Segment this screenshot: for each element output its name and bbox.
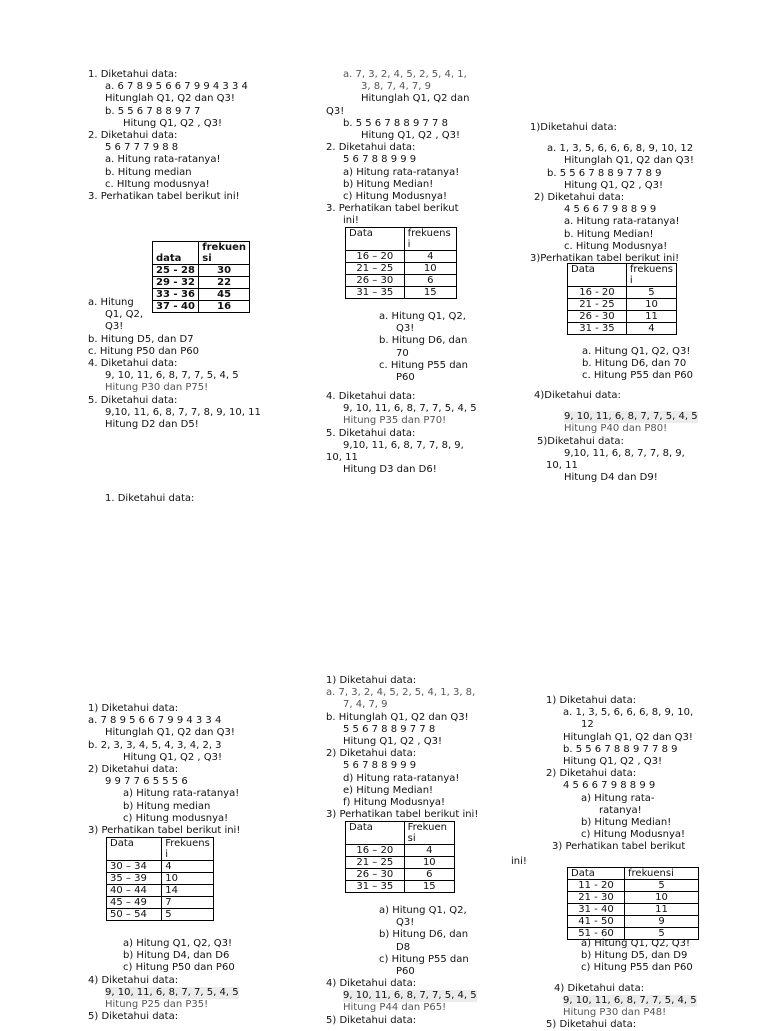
question-1-heading: 1. Diketahui data: xyxy=(105,493,195,504)
worksheet-5-continued xyxy=(326,978,516,1027)
table-cell: 26 - 30 xyxy=(568,311,627,323)
list-item: b) Hitung Median! xyxy=(343,178,434,190)
list-item: c. Hitung P55 dan P60 xyxy=(582,370,693,382)
instruction: Hitung D4 dan D9! xyxy=(564,472,658,484)
list-item: e) Hitung Median! xyxy=(343,784,434,796)
list-item: P60 xyxy=(396,372,415,384)
list-item: b) Hitung D5, dan D9 xyxy=(581,950,688,962)
data-line: 7, 4, 7, 9 xyxy=(343,699,388,711)
question-4-heading: 4) Diketahui data: xyxy=(326,978,417,989)
question-5-heading: 5) Diketahui data: xyxy=(326,1014,417,1026)
list-item: a. Hitung rata-ratanya! xyxy=(564,216,680,228)
table-row xyxy=(107,885,214,897)
instruction: Hitung D2 dan D5! xyxy=(105,419,199,431)
list-item: b) Hitung median xyxy=(123,800,211,812)
table-cell: 10 xyxy=(404,263,456,275)
table-cell: 26 – 30 xyxy=(346,869,405,881)
table-cell: 21 - 30 xyxy=(568,892,625,904)
table-cell: 14 xyxy=(162,885,214,897)
question-4-heading: 4. Diketahui data: xyxy=(326,391,416,402)
list-item: a) Hitung Q1, Q2, Q3! xyxy=(123,938,233,949)
data-line: b. 5 5 6 7 8 8 9 7 7 8 9 xyxy=(547,167,662,179)
list-item: b) Hitung Median! xyxy=(581,817,672,829)
list-item: P60 xyxy=(396,966,415,978)
table-cell: 10 xyxy=(626,299,676,311)
list-item: 70 xyxy=(396,347,409,359)
instruction: Hitung D3 dan D6! xyxy=(343,464,437,476)
table-cell: 31 - 40 xyxy=(568,904,625,916)
table-cell: 15 xyxy=(404,881,454,893)
table-row xyxy=(107,909,214,921)
table-header-row xyxy=(568,264,677,287)
table-header-row xyxy=(153,242,250,265)
list-item: a) Hitung rata- xyxy=(581,792,655,804)
table-header-cell: data xyxy=(153,242,199,265)
data-line: 9, 10, 11, 6, 8, 7, 7, 5, 4, 5 xyxy=(343,990,477,1002)
table-cell: 35 – 39 xyxy=(107,873,162,885)
table-cell: 16 – 20 xyxy=(346,845,405,857)
table-cell: 9 xyxy=(625,916,699,928)
list-item: D8 xyxy=(396,941,411,953)
instruction: Hitung P30 dan P48! xyxy=(563,1007,667,1019)
instruction: Hitung P40 dan P80! xyxy=(564,423,668,435)
table-header-cell: frekuens i xyxy=(404,228,456,251)
table-header-cell: frekuensi xyxy=(625,868,699,880)
table-cell: 16 – 20 xyxy=(346,251,405,263)
list-item: b. Hitung median xyxy=(105,166,192,178)
worksheet-1 xyxy=(88,69,288,203)
question-2-heading: 2. Diketahui data: xyxy=(88,130,178,142)
question-1-heading: 1)Diketahui data: xyxy=(530,122,617,133)
table-cell: 45 – 49 xyxy=(107,897,162,909)
data-line: 10, 11 xyxy=(546,460,578,472)
question-3-heading-cont: ini! xyxy=(343,215,359,227)
instruction: Hitunglah Q1, Q2 dan Q3! xyxy=(105,93,235,105)
question-1-heading: 1) Diketahui data: xyxy=(546,695,637,706)
table-cell: 21 – 25 xyxy=(346,857,405,869)
table-row xyxy=(153,277,250,289)
table-cell: 26 – 30 xyxy=(346,275,405,287)
list-item: c) Hitung P55 dan xyxy=(379,953,469,965)
table-header-cell: frekuens i xyxy=(626,264,676,287)
table-cell: 37 - 40 xyxy=(153,301,199,313)
instruction: Q3! xyxy=(326,105,345,117)
worksheet-4 xyxy=(88,703,308,837)
table-cell: 33 - 36 xyxy=(153,289,199,301)
question-4-heading: 4. Diketahui data: xyxy=(88,358,178,370)
question-3-heading: 3) Perhatikan tabel berikut xyxy=(552,841,686,853)
table-cell: 30 – 34 xyxy=(107,861,162,873)
table-cell: 22 xyxy=(199,277,250,289)
table-cell: 45 xyxy=(199,289,250,301)
list-item: c. Hitung P50 dan P60 xyxy=(88,345,199,357)
list-item: a. Hitung Q1, Q2, Q3! xyxy=(582,346,691,357)
frequency-table xyxy=(106,837,214,921)
frequency-table xyxy=(567,867,699,940)
instruction: Hitung P35 dan P70! xyxy=(343,415,447,427)
list-item: b. Hitung D6, dan 70 xyxy=(582,358,687,370)
question-4-heading: 4) Diketahui data: xyxy=(554,982,645,994)
list-item: f) Hitung Modusnya! xyxy=(343,797,446,809)
data-line: a. 7, 3, 2, 4, 5, 2, 5, 4, 1, 3, 8, xyxy=(326,687,476,699)
question-4-heading: 4) Diketahui data: xyxy=(88,974,179,986)
data-line: 5 6 7 8 8 9 9 9 xyxy=(343,760,417,772)
data-line: 9,10, 11, 6, 8, 7, 7, 8, 9, xyxy=(564,447,685,459)
list-item: c) Hitung Modusnya! xyxy=(343,191,448,203)
question-5-heading: 5)Diketahui data: xyxy=(537,435,624,447)
worksheet-2-continued xyxy=(326,391,506,476)
table-cell: 5 xyxy=(625,928,699,940)
list-item: c. HItung modusnya! xyxy=(105,178,210,190)
table-row xyxy=(346,845,455,857)
table-row xyxy=(153,265,250,277)
table-cell: 15 xyxy=(404,287,456,299)
list-item: c) Hitung P50 dan P60 xyxy=(123,962,235,974)
table-cell: 10 xyxy=(404,857,454,869)
instruction: Hitung Q1, Q2 , Q3! xyxy=(564,179,664,191)
data-line: b. 5 5 6 7 8 8 9 7 7 8 xyxy=(343,117,448,129)
question-3-heading: 3) Perhatikan tabel berikut ini! xyxy=(326,809,479,821)
question-5-heading: 5) Diketahui data: xyxy=(88,1011,179,1023)
list-item: ratanya! xyxy=(599,804,642,816)
question-1-heading: 1) Diketahui data: xyxy=(326,675,417,686)
table-header-cell: Data xyxy=(107,838,162,861)
question-3-heading: 3) Perhatikan tabel berikut ini! xyxy=(88,825,241,837)
question-3-heading: 3)Perhatikan tabel berikut ini! xyxy=(530,253,680,265)
data-line: a. 6 7 8 9 5 6 6 7 9 9 4 3 3 4 xyxy=(105,81,248,93)
data-line: 4 5 6 6 7 9 8 8 9 9 xyxy=(563,780,656,792)
table-cell: 11 xyxy=(625,904,699,916)
table-cell: 31 – 35 xyxy=(346,881,405,893)
data-line: 9,10, 11, 6, 8, 7, 7, 8, 9, 10, 11 xyxy=(105,406,261,418)
data-line: 10, 11 xyxy=(326,452,358,464)
list-item: a. Hitung Q1, Q2, xyxy=(379,311,466,322)
table-cell: 51 - 60 xyxy=(568,928,625,940)
table-row xyxy=(107,873,214,885)
list-item: Q3! xyxy=(396,917,415,929)
table-cell: 50 – 54 xyxy=(107,909,162,921)
data-line: b. 5 5 6 7 8 8 9 7 7 xyxy=(105,105,201,117)
table-cell: 40 – 44 xyxy=(107,885,162,897)
table-cell: 10 xyxy=(162,873,214,885)
list-item: a. Hitung xyxy=(88,297,134,308)
table-row xyxy=(568,892,699,904)
instruction: Hitunglah Q1, Q2 dan Q3! xyxy=(563,731,693,743)
instruction: Hitunglah Q1, Q2 dan xyxy=(361,93,470,105)
table-row xyxy=(568,916,699,928)
list-item: b. Hitung Median! xyxy=(564,228,654,240)
table-cell: 5 xyxy=(625,880,699,892)
instruction: Hitung Q1, Q2 , Q3! xyxy=(343,736,443,748)
table-row xyxy=(107,897,214,909)
data-line: 9,10, 11, 6, 8, 7, 7, 8, 9, xyxy=(343,439,464,451)
table-cell: 25 - 28 xyxy=(153,265,199,277)
instruction: Hitunglah Q1, Q2 dan Q3! xyxy=(105,727,235,739)
question-2-heading: 2) Diketahui data: xyxy=(546,768,637,780)
table-cell: 11 xyxy=(626,311,676,323)
worksheet-6-continued xyxy=(546,938,746,1031)
list-item: Q3! xyxy=(105,321,124,333)
table-header-row xyxy=(568,868,699,880)
question-5-heading: 5. Diketahui data: xyxy=(326,427,416,439)
table-cell: 30 xyxy=(199,265,250,277)
list-item: c) Hitung Modusnya! xyxy=(581,829,686,841)
list-item: b) Hitung D6, dan xyxy=(379,929,469,941)
table-cell: 31 – 35 xyxy=(346,287,405,299)
table-cell: 4 xyxy=(404,251,456,263)
table-row xyxy=(346,287,457,299)
list-item: b. Hitung D5, dan D7 xyxy=(88,333,194,345)
worksheet-3-sub xyxy=(582,346,712,383)
question-3-heading-cont: ini! xyxy=(511,856,527,867)
table-cell: 21 – 25 xyxy=(346,263,405,275)
data-line: b. 2, 3, 3, 4, 5, 4, 3, 4, 2, 3 xyxy=(88,739,222,751)
table-header-cell: Frekuen si xyxy=(404,822,454,845)
instruction: Hitung P30 dan P75! xyxy=(105,382,209,394)
worksheet-5 xyxy=(326,675,516,821)
data-line: a. 1, 3, 5, 6, 6, 6, 8, 9, 10, 12 xyxy=(547,143,694,155)
data-line: 5 5 6 7 8 8 9 7 7 8 xyxy=(343,723,436,735)
data-line: 9 9 7 7 6 5 5 5 6 xyxy=(105,776,188,788)
list-item: a) Hitung rata-ratanya! xyxy=(343,166,460,178)
table-row xyxy=(346,857,455,869)
instruction: b. Hitunglah Q1, Q2 dan Q3! xyxy=(326,711,469,723)
worksheet-5-sub xyxy=(379,905,499,978)
instruction: Hitung Q1, Q2 , Q3! xyxy=(123,751,223,763)
data-line: 9, 10, 11, 6, 8, 7, 7, 5, 4, 5 xyxy=(105,986,239,998)
list-item: Q3! xyxy=(396,323,415,335)
list-item: b. Hitung D6, dan xyxy=(379,335,468,347)
list-item: a) Hitung rata-ratanya! xyxy=(123,788,240,800)
instruction: Hitung Q1, Q2 , Q3! xyxy=(361,130,461,142)
list-item: a. Hitung rata-ratanya! xyxy=(105,154,221,166)
data-line: 5 6 7 8 8 9 9 9 xyxy=(343,154,417,166)
data-line: 9, 10, 11, 6, 8, 7, 7, 5, 4, 5 xyxy=(563,994,697,1006)
table-cell: 29 - 32 xyxy=(153,277,199,289)
list-item: c) Hitung P55 dan P60 xyxy=(581,962,693,974)
table-row xyxy=(107,861,214,873)
data-line: 12 xyxy=(581,719,594,731)
question-5-heading: 5. Diketahui data: xyxy=(88,394,178,406)
table-header-row xyxy=(346,822,455,845)
data-line: 3, 8, 7, 4, 7, 9 xyxy=(361,81,431,93)
table-header-cell: frekuen si xyxy=(199,242,250,265)
table-row xyxy=(568,311,677,323)
instruction: Hitung P25 dan P35! xyxy=(105,999,209,1011)
table-cell: 5 xyxy=(162,909,214,921)
question-2-heading: 2. Diketahui data: xyxy=(326,142,416,154)
table-row xyxy=(568,287,677,299)
question-3-heading: 3. Perhatikan tabel berikut xyxy=(326,203,459,215)
table-header-row xyxy=(346,228,457,251)
data-line: 9, 10, 11, 6, 8, 7, 7, 5, 4, 5 xyxy=(564,411,698,423)
table-cell: 4 xyxy=(404,845,454,857)
list-item: b) Hitung D4, dan D6 xyxy=(123,950,230,962)
table-cell: 16 xyxy=(199,301,250,313)
question-1-heading: 1. Diketahui data: xyxy=(88,69,178,80)
table-row xyxy=(346,263,457,275)
question-2-heading: 2) Diketahui data: xyxy=(88,764,179,776)
frequency-table xyxy=(345,227,457,299)
table-row xyxy=(346,275,457,287)
instruction: Hitung Q1, Q2 , Q3! xyxy=(563,756,663,768)
worksheet-2-sub xyxy=(379,311,499,384)
frequency-table xyxy=(345,821,455,893)
data-line: b. 5 5 6 7 8 8 9 7 7 8 9 xyxy=(563,743,678,755)
worksheet-3 xyxy=(530,122,730,265)
table-row xyxy=(346,869,455,881)
table-cell: 6 xyxy=(404,275,456,287)
list-item: Q1, Q2, xyxy=(105,309,144,321)
list-item: c. Hitung Modusnya! xyxy=(564,240,668,252)
table-header-cell: Data xyxy=(346,228,405,251)
table-header-cell: Data xyxy=(346,822,405,845)
list-item: d) Hitung rata-ratanya! xyxy=(343,772,460,784)
table-header-row xyxy=(107,838,214,861)
instruction: Hitung P44 dan P65! xyxy=(343,1002,447,1014)
instruction: Hitunglah Q1, Q2 dan Q3! xyxy=(564,155,694,167)
table-row xyxy=(568,299,677,311)
worksheet-1-continued xyxy=(88,297,308,431)
list-item: c) Hitung modusnya! xyxy=(123,812,229,824)
table-cell: 4 xyxy=(162,861,214,873)
worksheet-4-continued xyxy=(88,938,308,1023)
question-2-heading: 2) Diketahui data: xyxy=(326,748,417,760)
data-line: a. 7, 3, 2, 4, 5, 2, 5, 4, 1, xyxy=(343,69,467,80)
data-line: 9, 10, 11, 6, 8, 7, 7, 5, 4, 5 xyxy=(343,403,477,415)
table-cell: 21 - 25 xyxy=(568,299,627,311)
worksheet-3-continued xyxy=(534,390,724,484)
data-line: 5 6 7 7 7 9 8 8 xyxy=(105,142,179,154)
table-cell: 5 xyxy=(626,287,676,299)
table-cell: 7 xyxy=(162,897,214,909)
table-cell: 31 - 35 xyxy=(568,323,627,335)
table-cell: 11 - 20 xyxy=(568,880,625,892)
data-line: 4 5 6 6 7 9 8 8 9 9 xyxy=(564,204,657,216)
table-row xyxy=(568,323,677,335)
table-row xyxy=(568,880,699,892)
table-cell: 41 - 50 xyxy=(568,916,625,928)
table-cell: 6 xyxy=(404,869,454,881)
table-cell: 16 - 20 xyxy=(568,287,627,299)
question-4-heading: 4)Diketahui data: xyxy=(534,390,621,401)
question-1-heading: 1) Diketahui data: xyxy=(88,703,179,714)
table-header-cell: Data xyxy=(568,264,627,287)
frequency-table xyxy=(567,263,677,335)
table-cell: 10 xyxy=(625,892,699,904)
data-line: a. 7 8 9 5 6 6 7 9 9 4 3 3 4 xyxy=(88,715,222,727)
worksheet-2 xyxy=(326,69,506,228)
table-cell: 4 xyxy=(626,323,676,335)
data-line: a. 1, 3, 5, 6, 6, 6, 8, 9, 10, xyxy=(563,707,694,719)
list-item: a) Hitung Q1, Q2, xyxy=(379,905,467,916)
table-row xyxy=(346,881,455,893)
question-5-heading: 5) Diketahui data: xyxy=(546,1019,637,1031)
question-2-heading: 2) Diketahui data: xyxy=(534,192,625,204)
table-header-cell: Data xyxy=(568,868,625,880)
instruction: Hitung Q1, Q2 , Q3! xyxy=(123,117,223,129)
list-item: a) Hitung Q1, Q2, Q3! xyxy=(581,938,691,949)
data-line: 9, 10, 11, 6, 8, 7, 7, 5, 4, 5 xyxy=(105,370,239,382)
worksheet-6 xyxy=(546,695,746,854)
table-row xyxy=(568,904,699,916)
table-row xyxy=(346,251,457,263)
question-3-heading: 3. Perhatikan tabel berikut ini! xyxy=(88,191,240,203)
table-header-cell: Frekuens i xyxy=(162,838,214,861)
list-item: c. Hitung P55 dan xyxy=(379,359,469,371)
